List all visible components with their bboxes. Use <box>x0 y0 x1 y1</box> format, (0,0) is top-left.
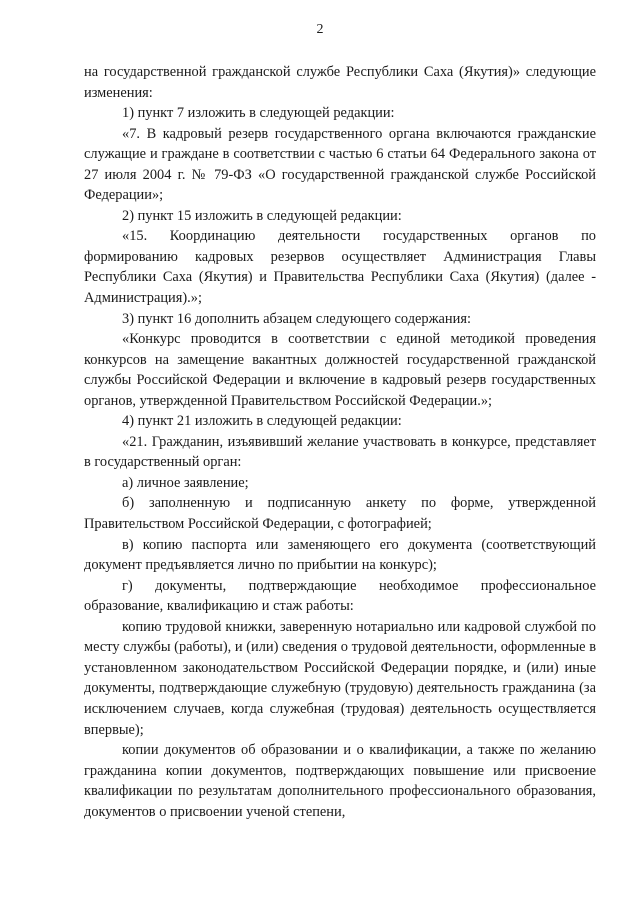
paragraph: «15. Координацию деятельности государственных органов по формированию кадровых резервов осуществляет Администрация Главы Республики Саха (Якутия) и Правительства Республики Саха (Якутия) (далее - Администрация).»; <box>84 228 596 307</box>
paragraph: а) личное заявление; <box>122 474 249 491</box>
paragraph: копию трудовой книжки, заверенную нотариально или кадровой службой по месту службы (работы), и (или) сведения о трудовой деятельности, оформленные в установленном законодательством Российской Федерации порядке, и (или) иные документы, подтверждающие служебную (трудовую) деятельность гражданина (за исключением случаев, когда служебная (трудовая) деятельность осуществляется впервые); <box>84 618 596 738</box>
paragraph: б) заполненную и подписанную анкету по форме, утвержденной Правительством Российской Федерации, с фотографией; <box>84 495 596 533</box>
document-body <box>84 62 596 822</box>
paragraph: 4) пункт 21 изложить в следующей редакции: <box>122 413 402 430</box>
paragraph: 2) пункт 15 изложить в следующей редакции: <box>122 207 402 224</box>
paragraph: г) документы, подтверждающие необходимое профессиональное образование, квалификацию и стаж работы: <box>84 577 596 615</box>
paragraph: на государственной гражданской службе Республики Саха (Якутия)» следующие изменения: <box>84 64 596 101</box>
page-number: 2 <box>316 22 324 37</box>
paragraph: «21. Гражданин, изъявивший желание участвовать в конкурсе, представляет в государственный орган: <box>84 433 596 471</box>
paragraph: 3) пункт 16 дополнить абзацем следующего содержания: <box>122 310 471 327</box>
paragraph: в) копию паспорта или заменяющего его документа (соответствующий документ предъявляется лично по прибытии на конкурс); <box>84 536 596 574</box>
paragraph: копии документов об образовании и о квалификации, а также по желанию гражданина копии документов, подтверждающих повышение или присвоение квалификации по результатам дополнительного профессионального образования, документов о присвоении ученой степени, <box>84 742 596 820</box>
paragraph: «7. В кадровый резерв государственного органа включаются гражданские служащие и граждане в соответствии с частью 6 статьи 64 Федерального закона от 27 июля 2004 г. № 79-ФЗ «О государственной гражданской службе Российской Федерации»; <box>84 125 596 204</box>
paragraph: 1) пункт 7 изложить в следующей редакции: <box>122 105 395 122</box>
paragraph: «Конкурс проводится в соответствии с единой методикой проведения конкурсов на замещение вакантных должностей государственной гражданской службы Российской Федерации и включение в кадровый резерв государственных органов, утвержденной Правительством Российской Федерации.»; <box>84 331 596 409</box>
